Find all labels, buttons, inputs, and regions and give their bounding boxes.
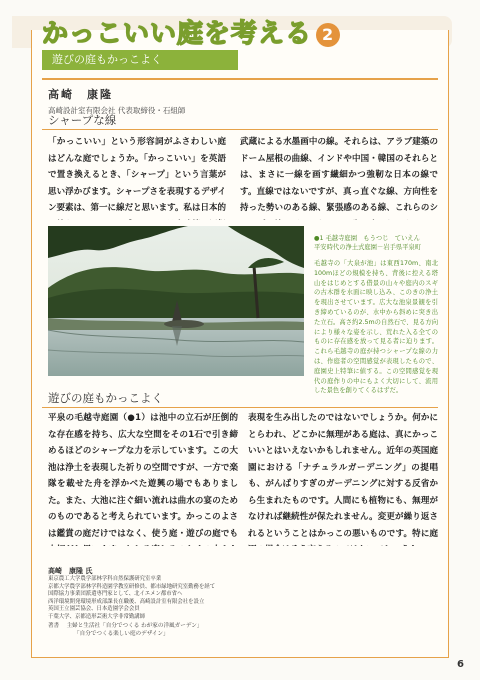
bio-line: 京都大学農学部林学科造園学教室研修員、都市緑地研究室勤務を経て xyxy=(48,583,216,590)
section2-column-right: 表現を生み出したのではないでしょうか。何かにとらわれ、どこかに無理がある庭は、真にかっこいいとはいえないかもしれません。近年の英国庭園における「ナチュラルガーデニング」の提唱も、がんばりすぎのガーデニングに対する反省から生まれたものです。人間にも植物にも、無理がなければ継続性が保たれません。変更が繰り返されるということはかっこの悪いものです。特に庭 xyxy=(248,413,438,539)
section1-column-left: 「かっこいい」という形容詞がふさわしい庭はどんな庭でしょうか。「かっこいい」を英語で置き換えるとき、「シャープ」という言葉が思い浮かびます。シャープさを表現するデザイン要素は、第一に線だと思います。私は日本的 xyxy=(48,137,226,213)
page-number: 6 xyxy=(457,659,464,670)
title-text: かっこいい庭を考える xyxy=(42,19,313,49)
section-heading-play-garden: 遊びの庭もかっこよく xyxy=(42,390,438,408)
bio-line: 英国王立園芸協会、日本造園学会会員 xyxy=(48,606,140,613)
book-title: 「自分でつくる楽しい庭のデザイン」 xyxy=(74,631,169,637)
title-number-badge: 2 xyxy=(316,23,340,47)
section1-column-right: 武蔵による水墨画中の線。それらは、アラブ建築のドーム屋根の曲線、インドや中国・韓国のそれらとは、まさに一線を画す繊細かつ強靭な日本の線です。直線ではないですが、真っ直ぐな線、方向性を持った勢いのある線、緊張感のある線、これらのシ xyxy=(240,137,438,213)
divider xyxy=(42,78,438,80)
bio-line: 西洋環境開発環境形成部課長在職後、高崎設計室有限会社を設立 xyxy=(48,598,205,605)
bio-line: 国際協力事業団派遣専門家として、北イエメン都市省へ xyxy=(48,591,183,598)
section-heading-sharp-lines: シャープな線 xyxy=(42,112,438,130)
section2-column-left: 平泉の毛越寺庭園（●1）は池中の立石が圧倒的な存在感を持ち、広大な空間をその1石で引き締めるほどのシャープな力を示しています。この大池は浄土を表現した祈りの空間ですが、一方で楽隊を載せた舟を浮かべた遊興の場でもありました。また、大池に注ぐ細い流れは曲水の宴のためのものであると考えられています。かっこのよさは鑑賞の庭だけではなく、使う庭・遊びの庭でも xyxy=(48,413,238,539)
author-affiliation: 高崎設計室有限会社 代表取締役・石組師 xyxy=(48,106,186,115)
photo-caption-title: ●1 毛越寺庭園 もうつじ ていえん 平安時代の浄土式庭園－岩手県平泉町 xyxy=(314,235,422,251)
page-title xyxy=(42,13,340,50)
author-books xyxy=(48,622,348,638)
bio-name: 高崎 康隆 氏 xyxy=(48,567,93,575)
subtitle-bar: 遊びの庭もかっこよく xyxy=(42,50,238,70)
photo-caption-body: 毛越寺の「大泉が池」は東西170m、南北100mほどの規模を持ち、背後に控える塔山をはじめとする借景の山々や庭内のスギの古木群を水面に映し込み、このきの浄土を現出させています。広大な池泉景観を引き締めているのが、水中から斜めに突き出た立石。高さ約2.5mの自然石で、見る方向により様々な姿を示し、荒れた入る全てのものに存在感を放って見る者に迫ります。これら毛越寺の庭が持つシャープな線の力は、作庭者の空間感覚が表現したもので、庭園史上特筆に値する。この空間感覚を現代の庭作りの中にもよく大切にして、流用した景色を創りてくるはずだ。 xyxy=(314,260,438,395)
books-label: 著書 xyxy=(48,623,60,629)
bio-line: 東京農工大学農学部林学科自然保護研究室卒業 xyxy=(48,576,162,582)
author-name: 高崎 康隆 xyxy=(48,88,113,101)
author-bio xyxy=(48,566,298,622)
bio-line: 千葉大学、京都造形芸術大学非常勤講師 xyxy=(48,613,146,620)
book-title: 主婦と生活社「自分でつくる わが家の洋風ガーデン」 xyxy=(66,623,203,629)
garden-photo xyxy=(48,226,304,376)
